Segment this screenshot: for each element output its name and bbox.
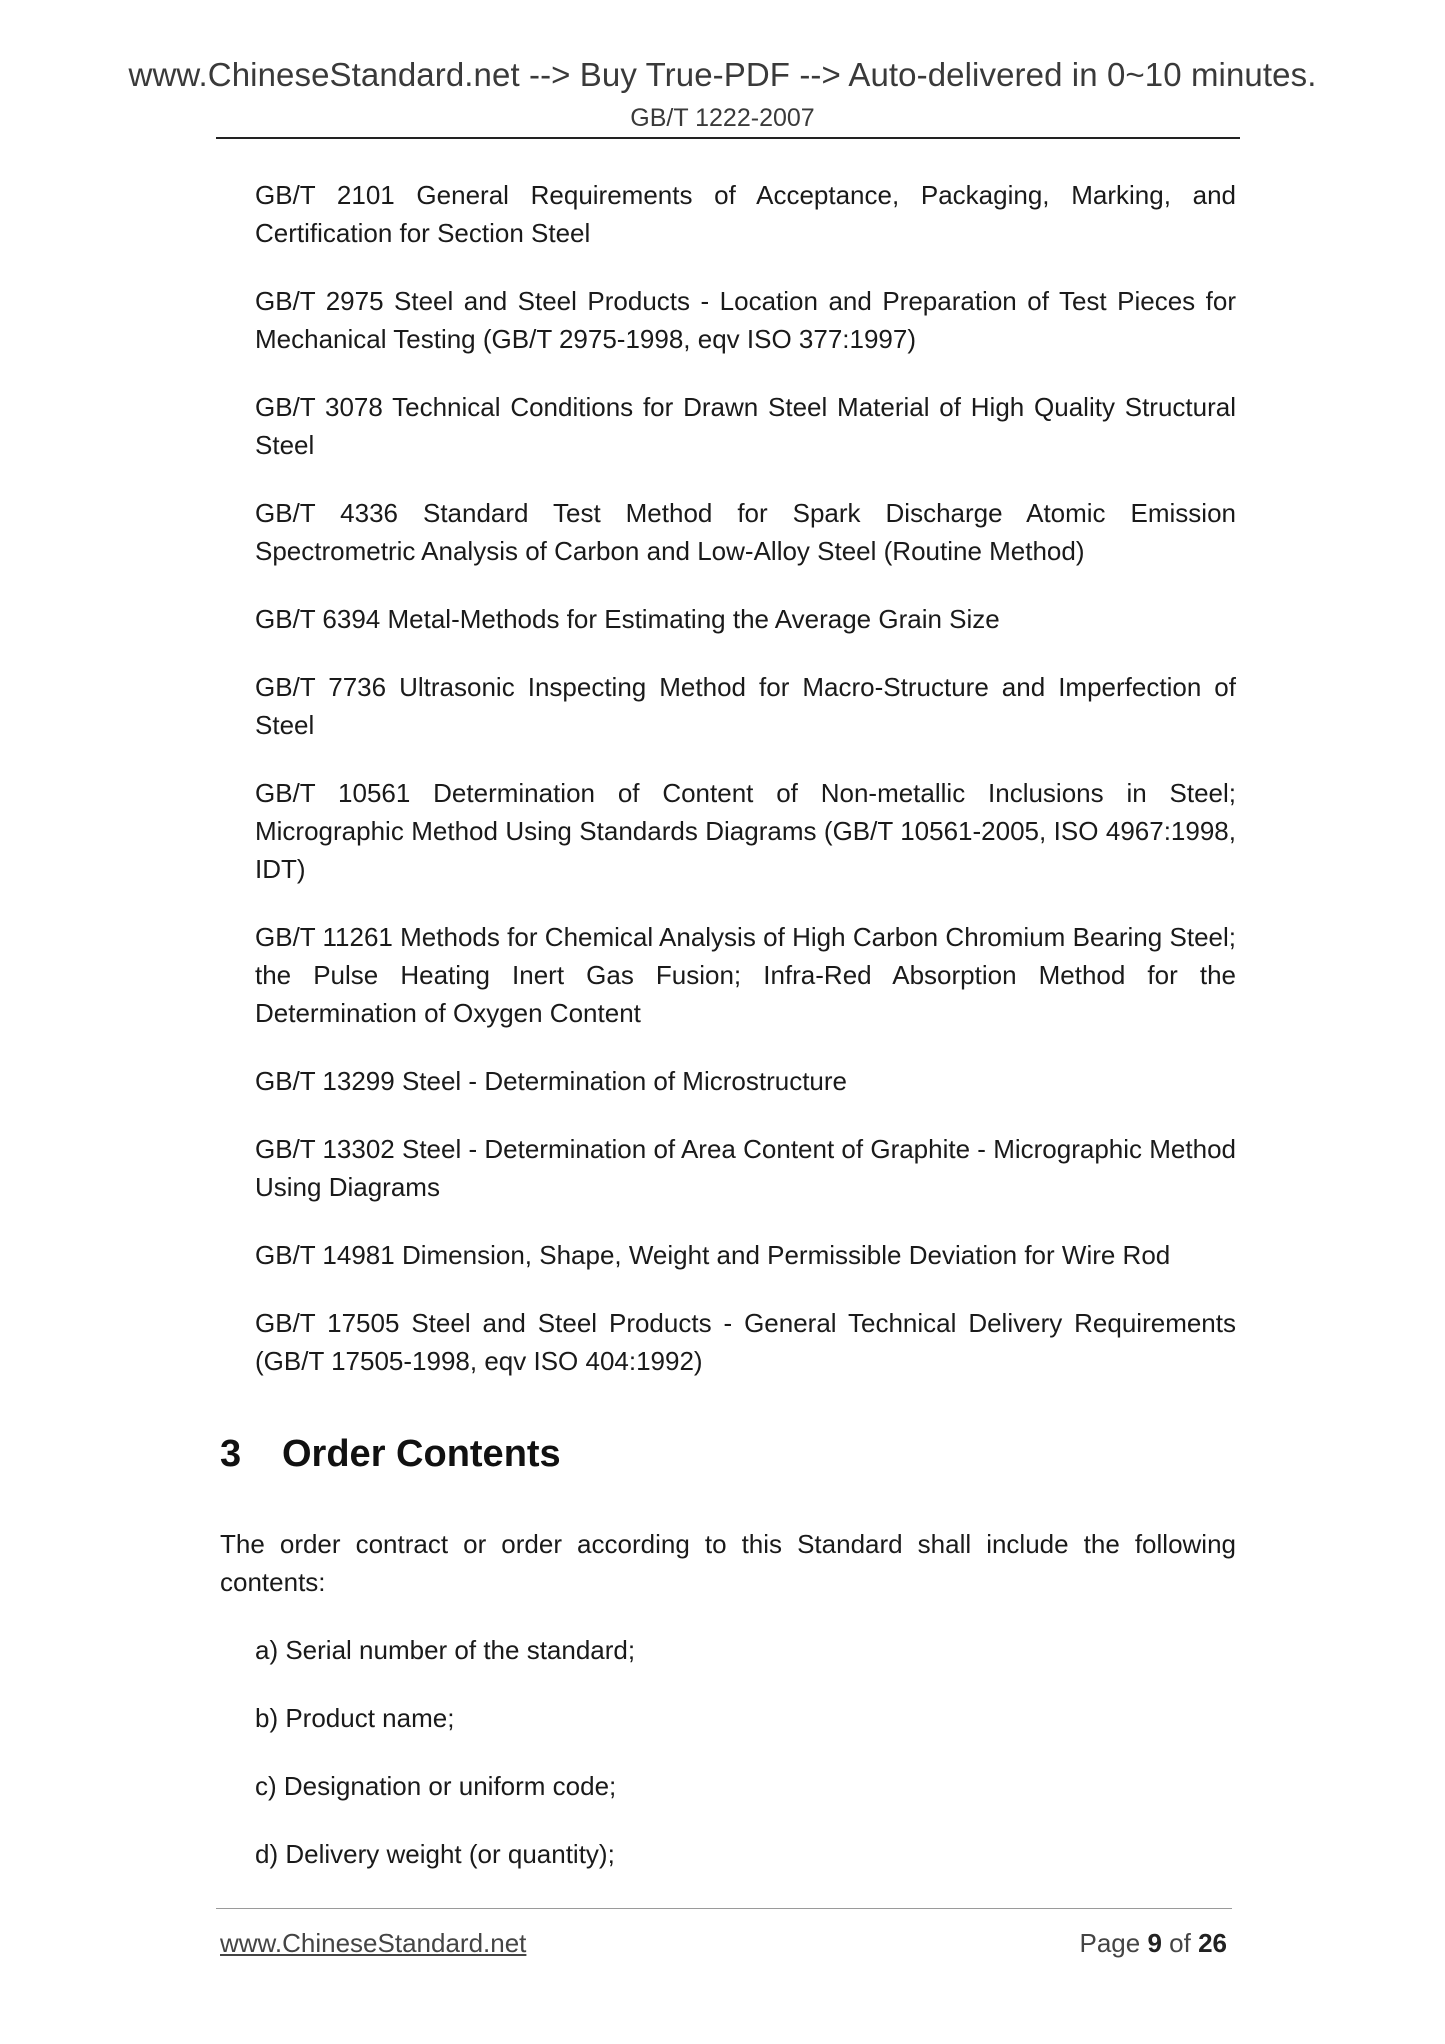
reference-item: GB/T 17505 Steel and Steel Products - General Technical Delivery Requirements (GB/T 17505-1998, eqv ISO 404:1992) [255,1308,1236,1376]
section-intro: The order contract or order according to this Standard shall include the following contents: [220,1529,1236,1597]
page-number: 9 [1147,1928,1162,1958]
page-total: 26 [1198,1928,1227,1958]
list-item: c) Designation or uniform code; [255,1771,617,1801]
reference-item: GB/T 7736 Ultrasonic Inspecting Method for Macro-Structure and Imperfection of Steel [255,672,1236,740]
reference-item: GB/T 4336 Standard Test Method for Spark Discharge Atomic Emission Spectrometric Analysis of Carbon and Low-Alloy Steel (Routine Method) [255,498,1236,566]
list-item: d) Delivery weight (or quantity); [255,1839,615,1869]
section-heading [220,1433,561,1476]
reference-item: GB/T 14981 Dimension, Shape, Weight and Permissible Deviation for Wire Rod [255,1240,1171,1270]
reference-item: GB/T 6394 Metal-Methods for Estimating the Average Grain Size [255,604,1000,634]
reference-item: GB/T 2975 Steel and Steel Products - Location and Preparation of Test Pieces for Mechanical Testing (GB/T 2975-1998, eqv ISO 377:1997) [255,286,1236,354]
list-item: a) Serial number of the standard; [255,1635,636,1665]
reference-item: GB/T 13299 Steel - Determination of Microstructure [255,1066,847,1096]
section-title: Order Contents [282,1433,561,1475]
reference-item: GB/T 2101 General Requirements of Acceptance, Packaging, Marking, and Certification for Section Steel [255,180,1236,248]
reference-item: GB/T 10561 Determination of Content of Non-metallic Inclusions in Steel; Micrographic Method Using Standards Diagrams (GB/T 10561-2005, ISO 4967:1998, IDT) [255,778,1236,884]
list-item: b) Product name; [255,1703,455,1733]
reference-item: GB/T 3078 Technical Conditions for Drawn Steel Material of High Quality Structural Steel [255,392,1236,460]
page-indicator [1079,1928,1227,1959]
section-number: 3 [220,1433,242,1475]
header-banner: www.ChineseStandard.net --> Buy True-PDF --> Auto-delivered in 0~10 minutes. [128,56,1317,93]
page-of: of [1169,1928,1191,1958]
reference-item: GB/T 11261 Methods for Chemical Analysis of High Carbon Chromium Bearing Steel; the Pulse Heating Inert Gas Fusion; Infra-Red Absorption Method for the Determination of Oxygen Content [255,922,1236,1028]
normative-references [255,176,1236,1410]
order-contents-list [255,1631,635,1903]
reference-item: GB/T 13302 Steel - Determination of Area Content of Graphite - Micrographic Method Using Diagrams [255,1134,1236,1202]
page-prefix: Page [1079,1928,1141,1958]
footer-site-link[interactable]: www.ChineseStandard.net [220,1928,527,1958]
standard-code: GB/T 1222-2007 [630,104,815,132]
header-divider [216,137,1240,139]
footer-divider [216,1908,1232,1909]
